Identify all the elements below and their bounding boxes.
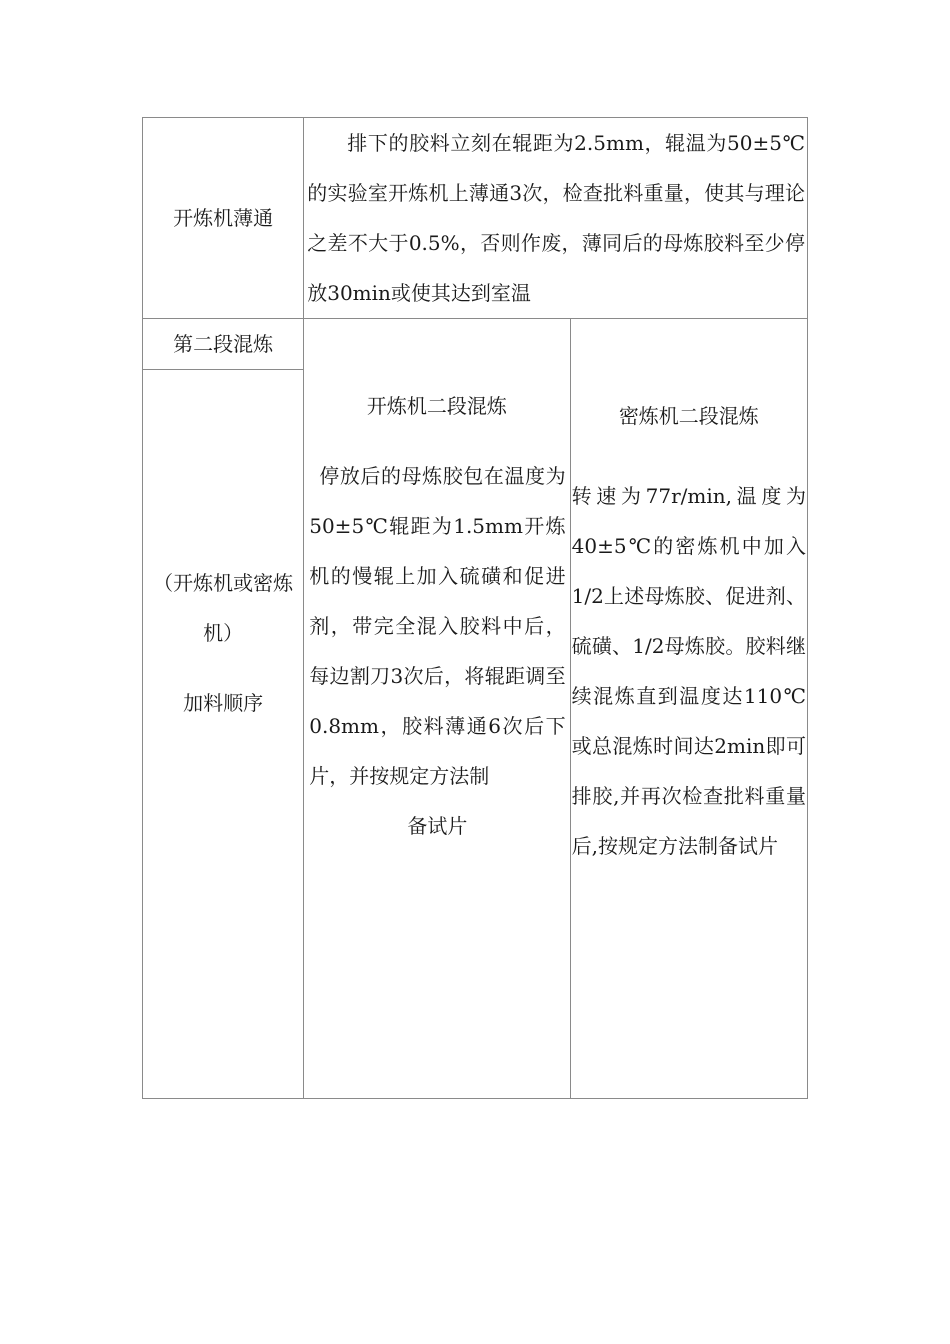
feeding-order-label-line1: （开炼机或密炼 — [153, 571, 294, 595]
open-mill-second-stage-text: 停放后的母炼胶包在温度为50±5℃辊距为1.5mm开炼机的慢辊上加入硫磺和促进剂，带完全混入胶料中后，每边割刀3次后，将辊距调至0.8mm，胶料薄通6次后下片，并按规定方法制 — [309, 464, 566, 788]
internal-mixer-second-stage-text: 转速为77r/min,温度为40±5℃的密炼机中加入1/2上述母炼胶、促进剂、硫磺、1/2母炼胶。胶料继续混炼直到温度达110℃或总混炼时间达2min即可排胶,并再次检查批料重量后,按规定方法制备试片 — [571, 484, 806, 858]
mixing-procedure-table — [142, 117, 808, 1099]
feeding-order-label-line3: 加料顺序 — [183, 691, 264, 715]
open-mill-second-stage-cell — [304, 319, 570, 1099]
open-mill-second-stage-title: 开炼机二段混炼 — [366, 394, 507, 418]
table-row — [143, 118, 808, 319]
row-label-feeding-order — [143, 370, 304, 1099]
row-label-second-stage-mixing: 第二段混炼 — [143, 319, 304, 370]
internal-mixer-second-stage-cell — [570, 319, 807, 1099]
row-content-open-mill-thin-pass — [304, 118, 808, 319]
internal-mixer-second-stage-title: 密炼机二段混炼 — [618, 404, 759, 428]
row-label-open-mill-thin-pass: 开炼机薄通 — [143, 118, 304, 319]
feeding-order-label — [143, 558, 303, 728]
open-mill-second-stage-text-end: 备试片 — [407, 814, 468, 838]
feeding-order-label-line2: 机） — [203, 621, 244, 645]
table-row — [143, 319, 808, 370]
thin-pass-description: 排下的胶料立刻在辊距为2.5mm，辊温为50±5℃的实验室开炼机上薄通3次，检查批料重量，使其与理论之差不大于0.5%，否则作废，薄同后的母炼胶料至少停放30min或使其达到室温 — [307, 131, 805, 305]
